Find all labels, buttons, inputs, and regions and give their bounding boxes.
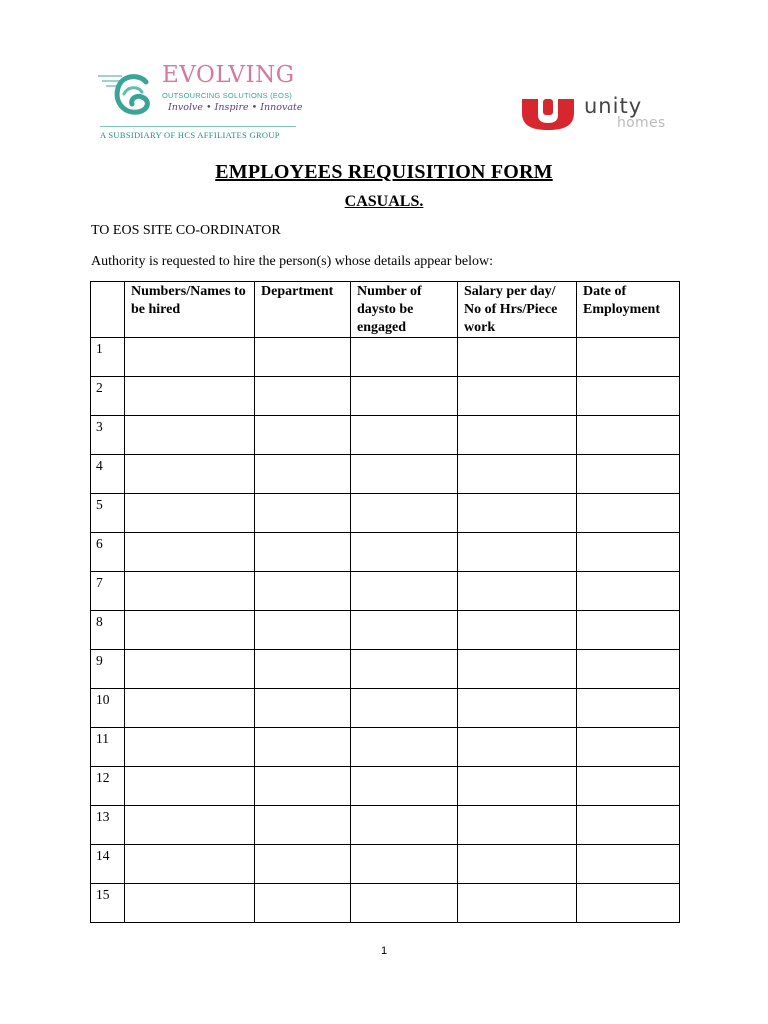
row-number: 15 [91, 884, 125, 923]
date-cell[interactable] [577, 455, 680, 494]
table-row [91, 533, 680, 572]
header-department: Department [255, 282, 351, 338]
table-row [91, 806, 680, 845]
table-row [91, 377, 680, 416]
department-cell[interactable] [255, 728, 351, 767]
name-cell[interactable] [125, 689, 255, 728]
date-cell[interactable] [577, 728, 680, 767]
date-cell[interactable] [577, 767, 680, 806]
name-cell[interactable] [125, 377, 255, 416]
form-subtitle: CASUALS. [344, 193, 424, 210]
unity-u-icon [520, 97, 576, 131]
name-cell[interactable] [125, 611, 255, 650]
authority-statement: Authority is requested to hire the person(s) whose details appear below: [91, 254, 494, 269]
days-cell[interactable] [351, 728, 458, 767]
header-salary: Salary per day/ No of Hrs/Piece work [458, 282, 577, 338]
row-number: 9 [91, 650, 125, 689]
days-cell[interactable] [351, 377, 458, 416]
salary-cell[interactable] [458, 572, 577, 611]
days-cell[interactable] [351, 455, 458, 494]
days-cell[interactable] [351, 650, 458, 689]
department-cell[interactable] [255, 689, 351, 728]
days-cell[interactable] [351, 884, 458, 923]
department-cell[interactable] [255, 377, 351, 416]
table-row [91, 572, 680, 611]
department-cell[interactable] [255, 455, 351, 494]
name-cell[interactable] [125, 494, 255, 533]
name-cell[interactable] [125, 455, 255, 494]
row-number: 3 [91, 416, 125, 455]
eos-affiliation: A SUBSIDIARY OF HCS AFFILIATES GROUP [100, 130, 280, 140]
row-number: 5 [91, 494, 125, 533]
salary-cell[interactable] [458, 377, 577, 416]
header-names: Numbers/Names to be hired [125, 282, 255, 338]
row-number: 13 [91, 806, 125, 845]
row-number: 2 [91, 377, 125, 416]
name-cell[interactable] [125, 767, 255, 806]
department-cell[interactable] [255, 416, 351, 455]
date-cell[interactable] [577, 533, 680, 572]
unity-homes-text: homes [617, 115, 666, 131]
salary-cell[interactable] [458, 884, 577, 923]
eos-logo [96, 62, 303, 148]
eos-subtitle: OUTSOURCING SOLUTIONS (EOS) [162, 91, 292, 100]
eos-divider [100, 126, 296, 127]
days-cell[interactable] [351, 767, 458, 806]
table-row [91, 611, 680, 650]
table-header-row [91, 282, 680, 338]
department-cell[interactable] [255, 806, 351, 845]
date-cell[interactable] [577, 338, 680, 377]
table-row [91, 884, 680, 923]
table-row [91, 689, 680, 728]
department-cell[interactable] [255, 650, 351, 689]
eos-swirl-icon [96, 66, 162, 126]
table-row [91, 845, 680, 884]
row-number: 10 [91, 689, 125, 728]
salary-cell[interactable] [458, 455, 577, 494]
name-cell[interactable] [125, 533, 255, 572]
salary-cell[interactable] [458, 728, 577, 767]
salary-cell[interactable] [458, 533, 577, 572]
page-number: 1 [380, 945, 388, 957]
name-cell[interactable] [125, 884, 255, 923]
row-number: 6 [91, 533, 125, 572]
form-title: EMPLOYEES REQUISITION FORM [215, 161, 553, 183]
days-cell[interactable] [351, 533, 458, 572]
row-number: 11 [91, 728, 125, 767]
name-cell[interactable] [125, 572, 255, 611]
eos-tagline: Involve • Inspire • Innovate [168, 102, 303, 113]
unity-homes-logo [520, 95, 670, 135]
row-number: 12 [91, 767, 125, 806]
date-cell[interactable] [577, 611, 680, 650]
table-row [91, 455, 680, 494]
requisition-table [90, 281, 680, 923]
row-number: 14 [91, 845, 125, 884]
date-cell[interactable] [577, 845, 680, 884]
department-cell[interactable] [255, 494, 351, 533]
name-cell[interactable] [125, 845, 255, 884]
row-number: 7 [91, 572, 125, 611]
salary-cell[interactable] [458, 416, 577, 455]
date-cell[interactable] [577, 650, 680, 689]
name-cell[interactable] [125, 806, 255, 845]
salary-cell[interactable] [458, 767, 577, 806]
department-cell[interactable] [255, 884, 351, 923]
days-cell[interactable] [351, 494, 458, 533]
table-row [91, 650, 680, 689]
table-row [91, 338, 680, 377]
date-cell[interactable] [577, 689, 680, 728]
days-cell[interactable] [351, 416, 458, 455]
days-cell[interactable] [351, 611, 458, 650]
department-cell[interactable] [255, 338, 351, 377]
row-number: 1 [91, 338, 125, 377]
department-cell[interactable] [255, 845, 351, 884]
name-cell[interactable] [125, 728, 255, 767]
date-cell[interactable] [577, 806, 680, 845]
date-cell[interactable] [577, 377, 680, 416]
date-cell[interactable] [577, 884, 680, 923]
row-number: 8 [91, 611, 125, 650]
days-cell[interactable] [351, 689, 458, 728]
addressee-line: TO EOS SITE CO-ORDINATOR [91, 223, 281, 238]
salary-cell[interactable] [458, 845, 577, 884]
name-cell[interactable] [125, 338, 255, 377]
days-cell[interactable] [351, 806, 458, 845]
date-cell[interactable] [577, 494, 680, 533]
days-cell[interactable] [351, 572, 458, 611]
department-cell[interactable] [255, 767, 351, 806]
salary-cell[interactable] [458, 338, 577, 377]
date-cell[interactable] [577, 416, 680, 455]
table-row [91, 494, 680, 533]
header-days: Number of daysto be engaged [351, 282, 458, 338]
salary-cell[interactable] [458, 494, 577, 533]
eos-name: EVOLVING [162, 62, 295, 88]
department-cell[interactable] [255, 572, 351, 611]
days-cell[interactable] [351, 338, 458, 377]
name-cell[interactable] [125, 650, 255, 689]
name-cell[interactable] [125, 416, 255, 455]
salary-cell[interactable] [458, 650, 577, 689]
salary-cell[interactable] [458, 611, 577, 650]
department-cell[interactable] [255, 611, 351, 650]
days-cell[interactable] [351, 845, 458, 884]
header-row-number [91, 282, 125, 338]
table-row [91, 416, 680, 455]
salary-cell[interactable] [458, 689, 577, 728]
salary-cell[interactable] [458, 806, 577, 845]
table-row [91, 728, 680, 767]
table-row [91, 767, 680, 806]
row-number: 4 [91, 455, 125, 494]
department-cell[interactable] [255, 533, 351, 572]
date-cell[interactable] [577, 572, 680, 611]
unity-wordmark: unity [584, 94, 643, 118]
header-date: Date of Employment [577, 282, 680, 338]
